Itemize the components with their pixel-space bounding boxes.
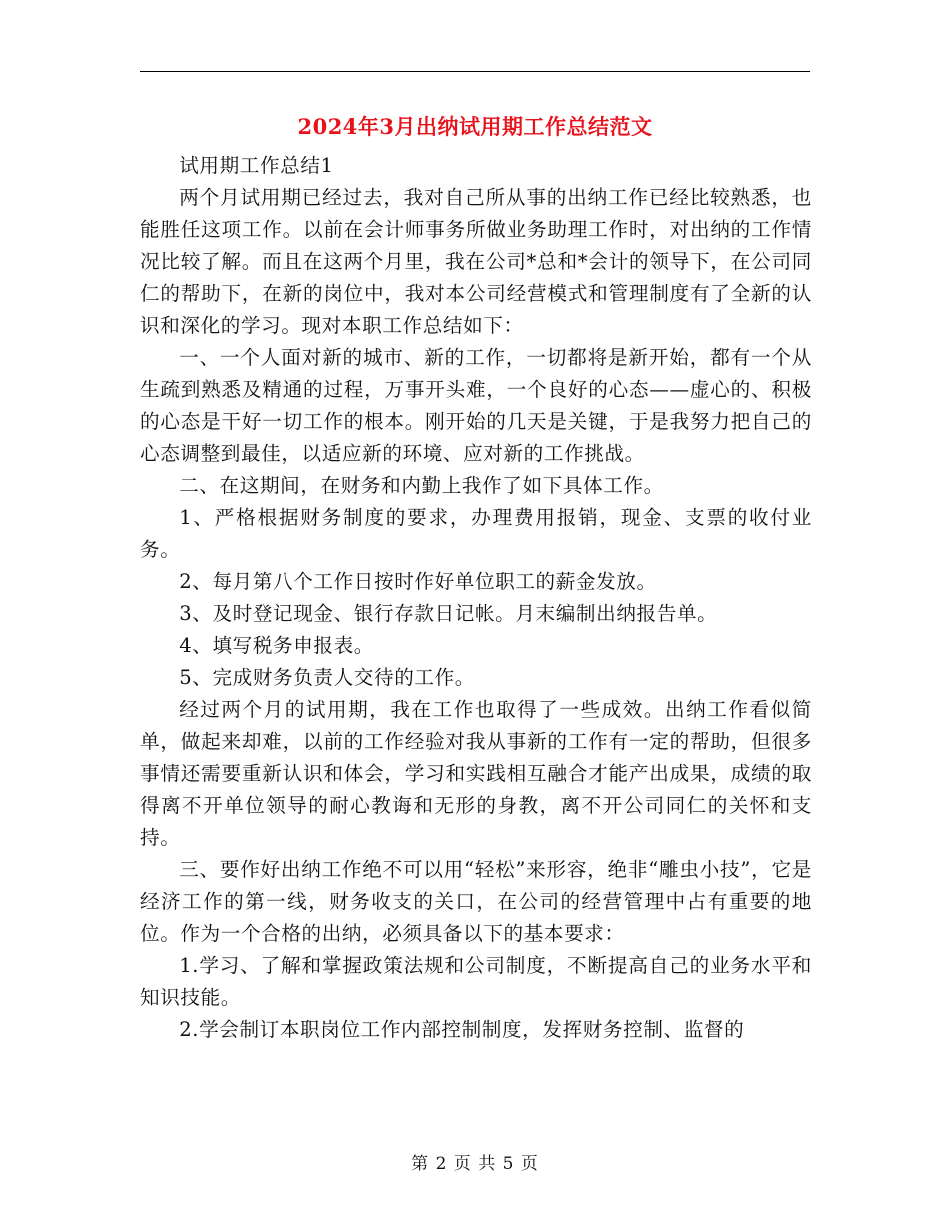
document-title: 2024年3月出纳试用期工作总结范文 bbox=[297, 114, 653, 139]
list-item: 1.学习、了解和掌握政策法规和公司制度，不断提高自己的业务水平和知识技能。 bbox=[140, 954, 812, 1009]
list-item: 2.学会制订本职岗位工作内部控制制度，发挥财务控制、监督的 bbox=[179, 1018, 745, 1041]
document-body bbox=[140, 150, 812, 1046]
section-heading: 试用期工作总结1 bbox=[179, 154, 334, 177]
header-rule bbox=[140, 71, 810, 72]
list-item: 3、及时登记现金、银行存款日记帐。月末编制出纳报告单。 bbox=[179, 602, 718, 625]
list-item: 1、严格根据财务制度的要求，办理费用报销，现金、支票的收付业务。 bbox=[140, 506, 812, 561]
paragraph: 两个月试用期已经过去，我对自己所从事的出纳工作已经比较熟悉，也能胜任这项工作。以前在会计师事务所做业务助理工作时，对出纳的工作情况比较了解。而且在这两个月里，我在公司*总和*会计的领导下，在公司同仁的帮助下，在新的岗位中，我对本公司经营模式和管理制度有了全新的认识和深化的学习。现对本职工作总结如下： bbox=[140, 186, 812, 337]
paragraph: 二、在这期间，在财务和内勤上我作了如下具体工作。 bbox=[179, 474, 664, 497]
paragraph: 三、要作好出纳工作绝不可以用“轻松”来形容，绝非“雕虫小技”，它是经济工作的第一线，财务收支的关口，在公司的经营管理中占有重要的地位。作为一个合格的出纳，必须具备以下的基本要求： bbox=[140, 858, 812, 945]
page-number-footer: 第 2 页 共 5 页 bbox=[411, 1154, 539, 1174]
list-item: 5、完成财务负责人交待的工作。 bbox=[179, 666, 475, 689]
list-item: 4、填写税务申报表。 bbox=[179, 634, 374, 657]
paragraph: 经过两个月的试用期，我在工作也取得了一些成效。出纳工作看似简单，做起来却难，以前的工作经验对我从事新的工作有一定的帮助，但很多事情还需要重新认识和体会，学习和实践相互融合才能产出成果，成绩的取得离不开单位领导的耐心教诲和无形的身教，离不开公司同仁的关怀和支持。 bbox=[140, 698, 812, 849]
paragraph: 一、一个人面对新的城市、新的工作，一切都将是新开始，都有一个从生疏到熟悉及精通的过程，万事开头难，一个良好的心态——虚心的、积极的心态是干好一切工作的根本。刚开始的几天是关键，于是我努力把自己的心态调整到最佳，以适应新的环境、应对新的工作挑战。 bbox=[140, 346, 812, 465]
list-item: 2、每月第八个工作日按时作好单位职工的薪金发放。 bbox=[179, 570, 657, 593]
